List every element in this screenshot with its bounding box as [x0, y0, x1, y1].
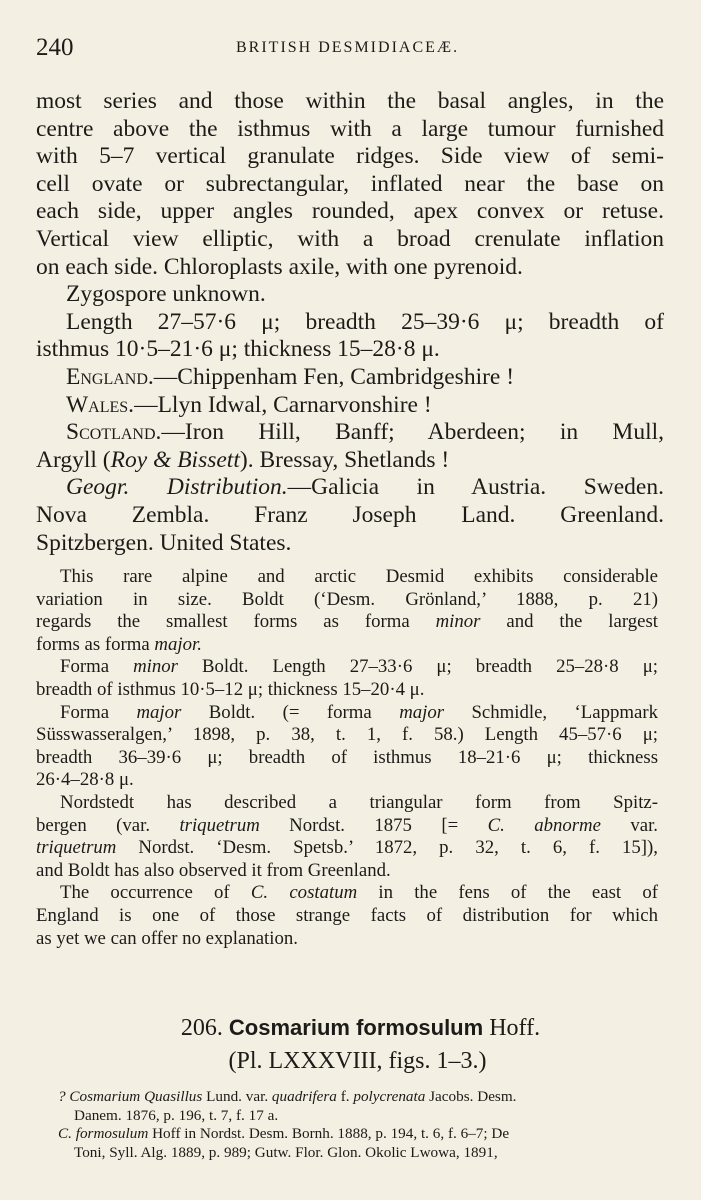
text-line: on each side. Chloroplasts axile, with one pyrenoid. [36, 253, 523, 280]
locality-argyll [36, 447, 664, 475]
synonym-line: Danem. 1876, p. 196, t. 7, f. 17 a. [74, 1106, 279, 1124]
notes-section [36, 566, 658, 950]
synonym-line: ? Cosmarium Quasillus Lund. var. quadrifera f. polycrenata Jacobs. Desm. [58, 1088, 517, 1105]
note-line: breadth 36–39·6 μ; breadth of isthmus 18–21·6 μ; thickness [36, 746, 658, 768]
running-head: BRITISH DESMIDIACEÆ. [236, 39, 460, 56]
note-line: forms as forma major. [36, 633, 202, 655]
note-line: The occurrence of C. costatum in the fens of the east of [60, 882, 658, 904]
dimensions-line: Length 27–57·6 μ; breadth 25–39·6 μ; breadth of [66, 308, 664, 335]
species-author: Hoff. [483, 1015, 541, 1041]
region-label: Wales. [66, 391, 135, 418]
species-description [36, 88, 664, 557]
locality-text: Argyll ( [36, 446, 111, 473]
locality-scotland [36, 419, 664, 447]
text-line: Spitzbergen. United States. [36, 529, 292, 556]
text-line: with 5–7 vertical granulate ridges. Side view of semi- [36, 143, 664, 170]
synonymy [58, 1088, 658, 1162]
locality-text: —Iron Hill, Banff; Aberdeen; in Mull, [161, 419, 664, 446]
text-line: Vertical view elliptic, with a broad crenulate inflation [36, 225, 664, 252]
note-line: Forma minor Boldt. Length 27–33·6 μ; breadth 25–28·8 μ; [60, 656, 659, 678]
locality-text: —Llyn Idwal, Carnarvonshire ! [134, 391, 432, 418]
locality-england [36, 364, 664, 392]
text-line: most series and those within the basal angles, in the [36, 88, 664, 114]
locality-wales [36, 392, 664, 420]
region-label: Scotland. [66, 419, 162, 446]
text-line: Nova Zembla. Franz Joseph Land. Greenland. [36, 501, 664, 528]
dimensions-line: isthmus 10·5–21·6 μ; thickness 15–28·8 μ. [36, 336, 440, 363]
note-line: variation in size. Boldt (‘Desm. Grönland,’ 1888, p. 21) [36, 588, 658, 610]
text-line: centre above the isthmus with a large tumour furnished [36, 115, 664, 142]
note-line: breadth of isthmus 10·5–12 μ; thickness 15–20·4 μ. [36, 678, 425, 700]
synonym-line: Toni, Syll. Alg. 1889, p. 989; Gutw. Flor. Glon. Okolic Lwowa, 1891, [74, 1143, 498, 1161]
text-line: each side, upper angles rounded, apex convex or retuse. [36, 198, 664, 225]
note-line: regards the smallest forms as forma minor and the largest [36, 611, 659, 633]
note-line: as yet we can offer no explanation. [36, 927, 298, 949]
note-line: England is one of those strange facts of distribution for which [36, 904, 658, 926]
note-line: Süsswasseralgen,’ 1898, p. 38, t. 1, f. 58.) Length 45–57·6 μ; [36, 724, 658, 746]
note-line: triquetrum Nordst. ‘Desm. Spetsb.’ 1872, p. 32, t. 6, f. 15]), [36, 837, 658, 859]
species-number: 206. [180, 1015, 229, 1041]
locality-text: ). Bressay, Shetlands ! [239, 446, 450, 473]
species-heading [0, 1012, 701, 1078]
note-line: bergen (var. triquetrum Nordst. 1875 [= C. abnorme var. [36, 814, 658, 836]
geographic-distribution [36, 474, 664, 502]
note-line: Forma major Boldt. (= forma major Schmidle, ‘Lappmark [60, 701, 658, 723]
note-line: 26·4–28·8 μ. [36, 769, 134, 791]
locality-text: —Chippenham Fen, Cambridgeshire ! [153, 363, 515, 390]
region-label: England. [66, 363, 154, 390]
plate-reference: (Pl. LXXXVIII, figs. 1–3.) [228, 1048, 487, 1074]
zygospore-note: Zygospore unknown. [66, 281, 266, 308]
distribution-label: Geogr. Distribution. [66, 474, 288, 501]
species-title [0, 1012, 701, 1044]
text-line: cell ovate or subrectangular, inflated near the base on [36, 170, 664, 197]
note-line: This rare alpine and arctic Desmid exhibits considerable [60, 566, 658, 587]
collector-names: Roy & Bissett [110, 446, 240, 473]
page-header [36, 34, 666, 66]
synonym-line: C. formosulum Hoff in Nordst. Desm. Bornh. 1888, p. 194, t. 6, f. 6–7; De [58, 1125, 510, 1143]
locality-text: —Galicia in Austria. Sweden. [287, 474, 664, 501]
species-name: Cosmarium formosulum [228, 1015, 484, 1040]
note-line: and Boldt has also observed it from Greenland. [36, 859, 391, 881]
page-number: 240 [36, 34, 74, 61]
note-line: Nordstedt has described a triangular form from Spitz- [60, 791, 658, 813]
